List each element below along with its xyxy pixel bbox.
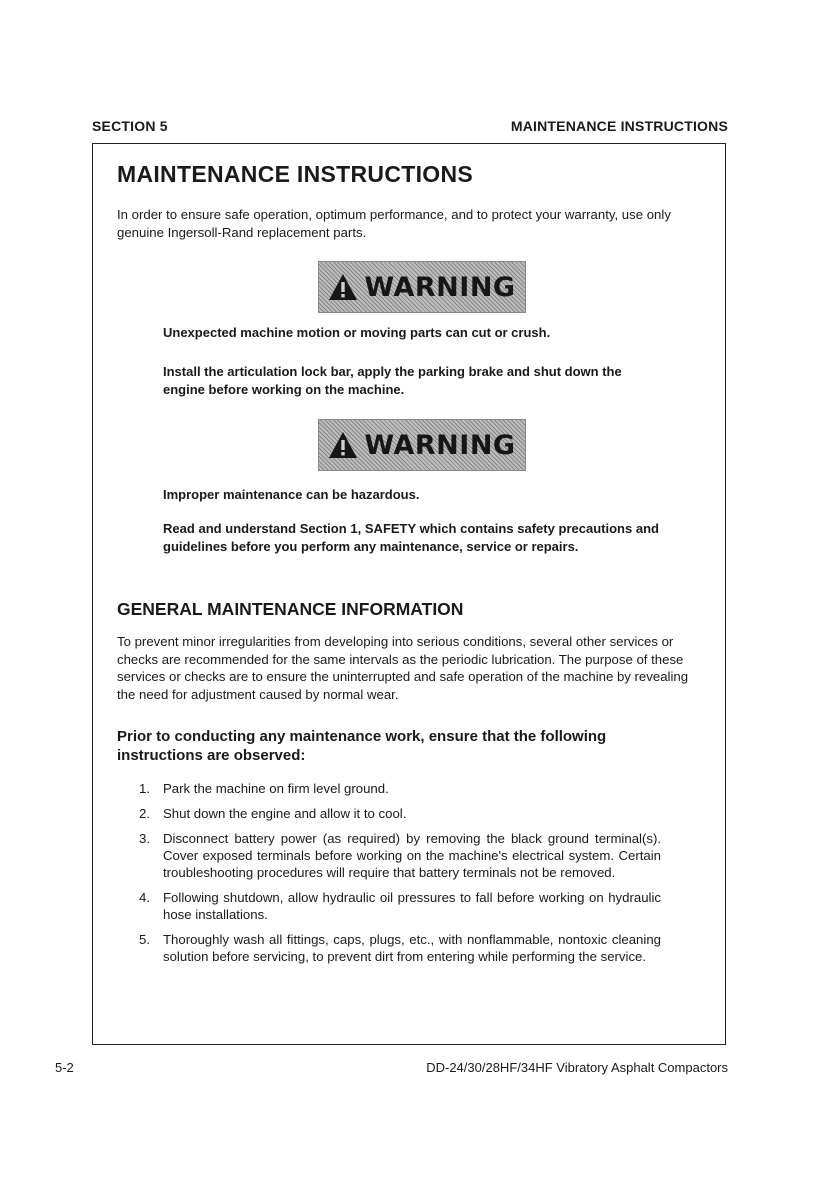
warning-action-text: Read and understand Section 1, SAFETY which contains safety precautions and guidelines before you perform any maintenance, service or repairs. bbox=[163, 521, 659, 554]
step-number: 4. bbox=[139, 890, 150, 905]
general-info-heading: GENERAL MAINTENANCE INFORMATION bbox=[117, 599, 464, 619]
step-number: 1. bbox=[139, 781, 150, 796]
chapter-header: MAINTENANCE INSTRUCTIONS bbox=[510, 118, 728, 134]
warning-triangle-icon bbox=[328, 431, 358, 459]
step-number: 2. bbox=[139, 806, 150, 821]
list-item bbox=[117, 931, 661, 965]
warning-action-text: Install the articulation lock bar, apply the parking brake and shut down the engine before working on the machine. bbox=[163, 364, 622, 397]
step-number: 3. bbox=[139, 831, 150, 846]
list-item bbox=[117, 805, 661, 822]
step-text: Thoroughly wash all fittings, caps, plugs, etc., with nonflammable, nontoxic cleaning solution before servicing, to prevent dirt from entering while performing the service. bbox=[163, 932, 661, 964]
warning-hazard-text: Unexpected machine motion or moving parts can cut or crush. bbox=[163, 325, 551, 340]
list-item bbox=[117, 889, 661, 923]
instruction-list bbox=[117, 780, 661, 973]
list-item bbox=[117, 830, 661, 881]
list-item bbox=[117, 780, 661, 797]
warning-banner bbox=[318, 261, 526, 313]
step-text: Disconnect battery power (as required) by removing the black ground terminal(s). Cover exposed terminals before working on the machine's electrical system. Certain troubleshooting procedures will require that battery terminals not be removed. bbox=[163, 831, 661, 880]
warning-hazard-text: Improper maintenance can be hazardous. bbox=[163, 487, 420, 502]
warning-triangle-icon bbox=[328, 273, 358, 301]
warning-label: WARNING bbox=[364, 271, 516, 303]
step-text: Following shutdown, allow hydraulic oil pressures to fall before working on hydraulic hose installations. bbox=[163, 890, 661, 922]
document-title: DD-24/30/28HF/34HF Vibratory Asphalt Compactors bbox=[426, 1060, 728, 1075]
page-number: 5-2 bbox=[55, 1060, 74, 1075]
section-header: SECTION 5 bbox=[92, 118, 168, 134]
page-title: MAINTENANCE INSTRUCTIONS bbox=[117, 161, 474, 187]
intro-paragraph: In order to ensure safe operation, optimum performance, and to protect your warranty, use only genuine Ingersoll-Rand replacement parts. bbox=[117, 207, 671, 240]
step-text: Park the machine on firm level ground. bbox=[163, 781, 389, 796]
warning-label: WARNING bbox=[364, 429, 516, 461]
prior-instructions-heading: Prior to conducting any maintenance work, ensure that the following instructions are observed: bbox=[117, 728, 607, 764]
step-text: Shut down the engine and allow it to cool. bbox=[163, 806, 407, 821]
warning-banner bbox=[318, 419, 526, 471]
general-info-paragraph: To prevent minor irregularities from developing into serious conditions, several other services or checks are recommended for the same intervals as the periodic lubrication. The purpose of these services or checks are to ensure the uninterrupted and safe operation of the machine by revealing the need for adjustment caused by normal wear. bbox=[117, 634, 689, 702]
step-number: 5. bbox=[139, 932, 150, 947]
